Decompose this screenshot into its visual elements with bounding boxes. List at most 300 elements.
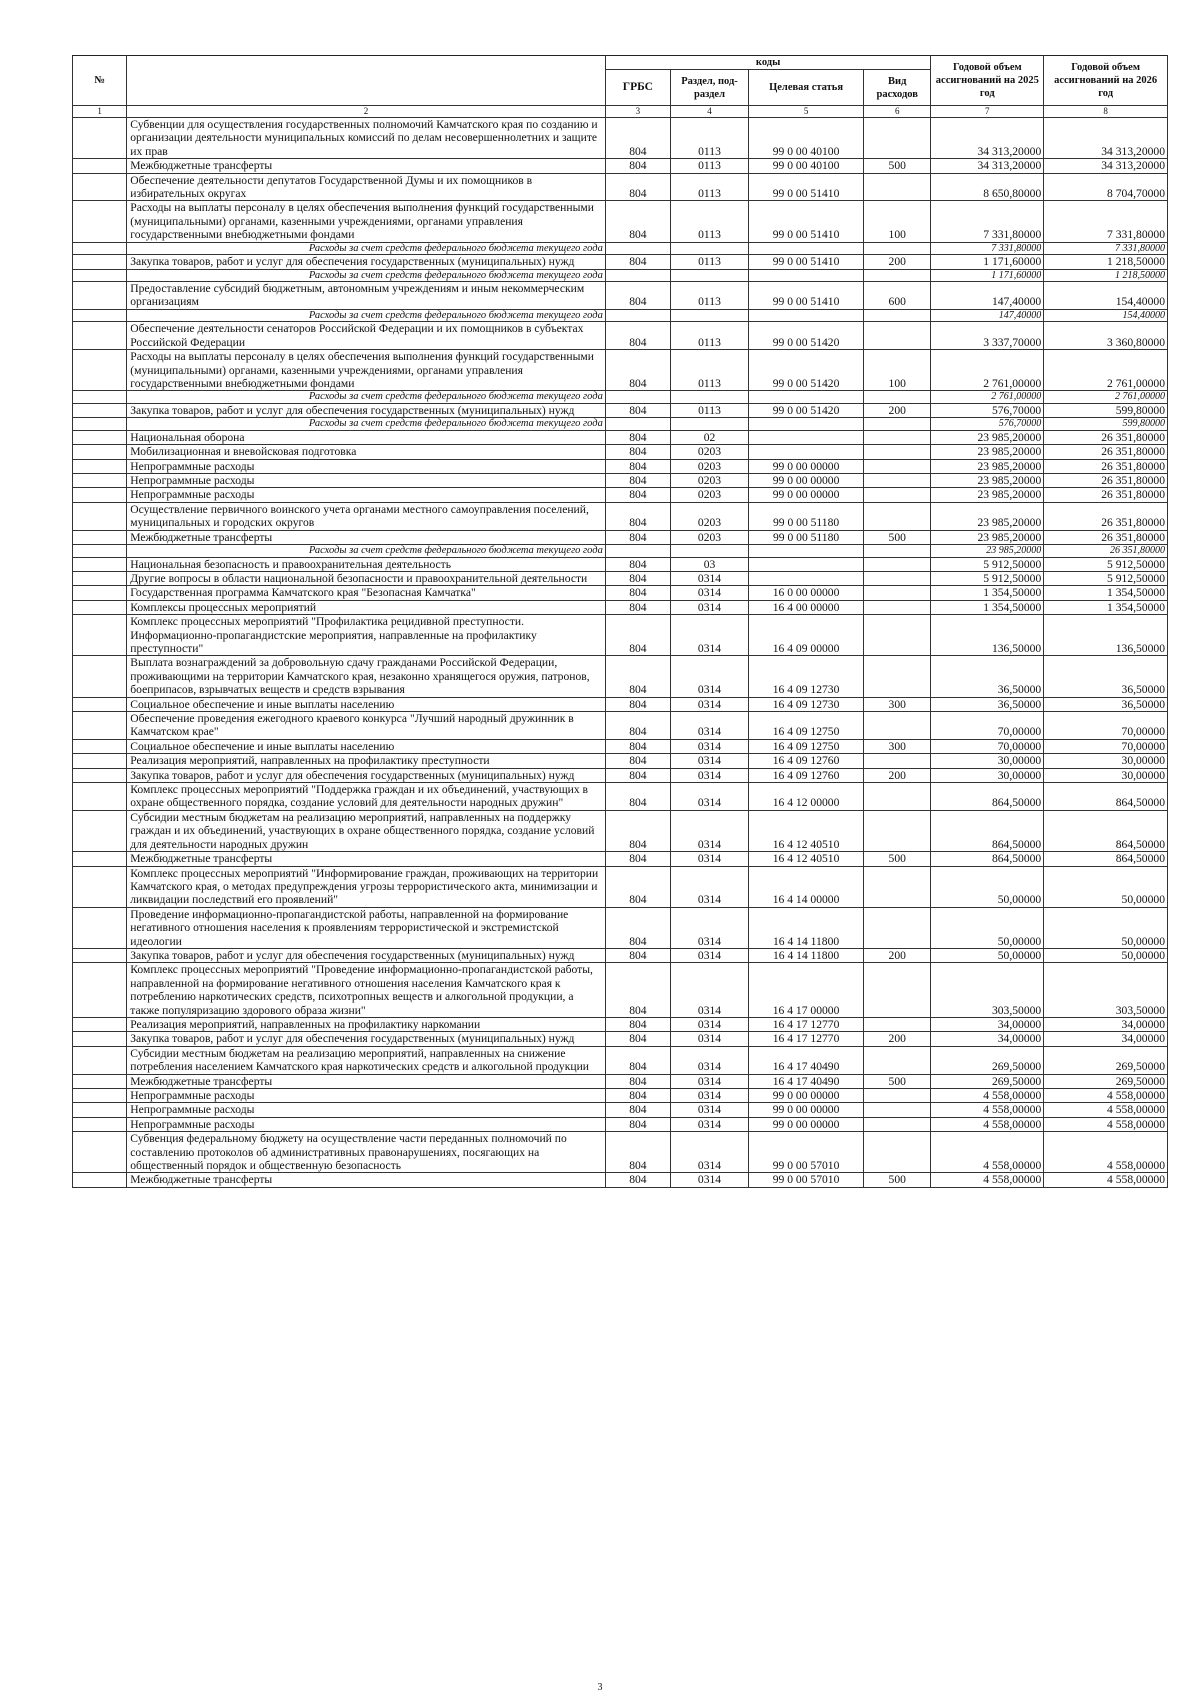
cell-num [73,309,127,322]
cell-name: Межбюджетные трансферты [127,852,606,866]
cell-celevaya-statya: 16 4 09 00000 [749,615,864,656]
cell-amount-2026: 26 351,80000 [1044,488,1168,502]
cell-vid-raskhodov [864,557,931,571]
cell-amount-2025: 4 558,00000 [931,1117,1044,1131]
cell-name: Социальное обеспечение и иные выплаты населению [127,739,606,753]
cell-vid-raskhodov: 100 [864,201,931,242]
cell-num [73,159,127,173]
cell-vid-raskhodov: 500 [864,1173,931,1187]
cell-razdel: 0314 [670,1132,748,1173]
cell-amount-2026: 864,50000 [1044,783,1168,811]
cell-amount-2025: 576,70000 [931,418,1044,431]
table-row [73,459,1168,473]
cell-amount-2025: 34,00000 [931,1017,1044,1031]
cell-grbs: 804 [605,600,670,614]
cell-grbs: 804 [605,697,670,711]
cell-razdel: 0113 [670,159,748,173]
cell-name: Обеспечение проведения ежегодного краевого конкурса "Лучший народный дружинник в Камчатском крае" [127,712,606,740]
cell-vid-raskhodov: 300 [864,697,931,711]
cell-num [73,615,127,656]
table-row-federal-note [73,242,1168,255]
table-row [73,474,1168,488]
cell-celevaya-statya: 99 0 00 57010 [749,1173,864,1187]
column-number: 6 [864,106,931,118]
table-row-federal-note [73,545,1168,558]
cell-grbs: 804 [605,459,670,473]
cell-amount-2026: 864,50000 [1044,810,1168,851]
cell-amount-2025: 864,50000 [931,810,1044,851]
cell-name: Межбюджетные трансферты [127,1074,606,1088]
cell-razdel: 0113 [670,282,748,310]
cell-name: Непрограммные расходы [127,474,606,488]
header-vid: Вид расходов [864,70,931,106]
cell-celevaya-statya: 16 4 17 00000 [749,963,864,1018]
cell-num [73,754,127,768]
cell-celevaya-statya [749,430,864,444]
cell-amount-2025: 1 354,50000 [931,586,1044,600]
header-grbs: ГРБС [605,70,670,106]
cell-celevaya-statya: 99 0 00 00000 [749,1089,864,1103]
cell-celevaya-statya: 99 0 00 57010 [749,1132,864,1173]
cell-vid-raskhodov [864,418,931,431]
table-row [73,586,1168,600]
table-row [73,350,1168,391]
header-codes: коды [605,56,931,70]
cell-razdel: 0314 [670,768,748,782]
table-row-federal-note [73,269,1168,282]
cell-celevaya-statya [749,445,864,459]
cell-grbs [605,242,670,255]
cell-razdel [670,242,748,255]
cell-vid-raskhodov [864,963,931,1018]
cell-razdel: 0314 [670,697,748,711]
cell-grbs: 804 [605,754,670,768]
cell-razdel: 0314 [670,1017,748,1031]
cell-amount-2026: 50,00000 [1044,948,1168,962]
cell-num [73,269,127,282]
cell-razdel: 0203 [670,488,748,502]
cell-celevaya-statya [749,557,864,571]
cell-razdel: 03 [670,557,748,571]
cell-celevaya-statya: 16 4 14 11800 [749,948,864,962]
cell-name: Комплекс процессных мероприятий "Проведение информационно-пропагандистской работы, направленной на формирование негативного отношения населения Камчатского края к потреблению наркотических средств, психотропных веществ и алкогольной продукции, а также популяризацию здорового образа жизни" [127,963,606,1018]
cell-num [73,391,127,404]
cell-vid-raskhodov [864,783,931,811]
cell-razdel: 0113 [670,173,748,201]
column-numbers-row [73,106,1168,118]
cell-amount-2026: 50,00000 [1044,907,1168,948]
cell-name: Расходы на выплаты персоналу в целях обеспечения выполнения функций государственными (муниципальными) органами, казенными учреждениями, органами управления государственными внебюджетными фондами [127,350,606,391]
column-number: 3 [605,106,670,118]
cell-name: Расходы за счет средств федерального бюджета текущего года [127,269,606,282]
header-razdel: Раздел, под-раздел [670,70,748,106]
cell-amount-2025: 4 558,00000 [931,1089,1044,1103]
cell-razdel: 0113 [670,350,748,391]
column-number: 4 [670,106,748,118]
cell-amount-2026: 34,00000 [1044,1017,1168,1031]
cell-amount-2026: 3 360,80000 [1044,322,1168,350]
cell-name: Субвенция федеральному бюджету на осуществление части переданных полномочий по составлению протоколов об административных правонарушениях, посягающих на общественный порядок и общественную безопасность [127,1132,606,1173]
cell-amount-2026: 864,50000 [1044,852,1168,866]
cell-vid-raskhodov: 200 [864,403,931,417]
cell-razdel: 0314 [670,783,748,811]
cell-amount-2026: 4 558,00000 [1044,1173,1168,1187]
table-row [73,430,1168,444]
cell-grbs [605,309,670,322]
cell-celevaya-statya: 99 0 00 00000 [749,1117,864,1131]
cell-amount-2026: 5 912,50000 [1044,571,1168,585]
cell-num [73,1017,127,1031]
cell-razdel [670,269,748,282]
cell-amount-2025: 34 313,20000 [931,159,1044,173]
table-row [73,1074,1168,1088]
cell-name: Непрограммные расходы [127,488,606,502]
cell-celevaya-statya: 16 4 17 12770 [749,1017,864,1031]
cell-name: Межбюджетные трансферты [127,530,606,544]
cell-razdel [670,418,748,431]
cell-num [73,1117,127,1131]
cell-amount-2026: 70,00000 [1044,739,1168,753]
cell-razdel: 0113 [670,255,748,269]
cell-celevaya-statya [749,571,864,585]
cell-razdel: 0314 [670,810,748,851]
table-row [73,783,1168,811]
cell-grbs: 804 [605,255,670,269]
cell-grbs: 804 [605,445,670,459]
cell-vid-raskhodov: 200 [864,255,931,269]
cell-grbs: 804 [605,1103,670,1117]
cell-amount-2025: 50,00000 [931,907,1044,948]
cell-name: Мобилизационная и вневойсковая подготовка [127,445,606,459]
cell-grbs: 804 [605,571,670,585]
cell-celevaya-statya: 16 4 17 40490 [749,1074,864,1088]
cell-amount-2025: 5 912,50000 [931,571,1044,585]
cell-amount-2025: 23 985,20000 [931,502,1044,530]
cell-num [73,173,127,201]
cell-num [73,322,127,350]
cell-num [73,963,127,1018]
cell-vid-raskhodov [864,1046,931,1074]
cell-vid-raskhodov: 500 [864,159,931,173]
cell-grbs: 804 [605,403,670,417]
cell-amount-2025: 269,50000 [931,1074,1044,1088]
cell-razdel [670,545,748,558]
cell-grbs: 804 [605,615,670,656]
cell-razdel: 0314 [670,1173,748,1187]
cell-name: Закупка товаров, работ и услуг для обеспечения государственных (муниципальных) нужд [127,768,606,782]
cell-vid-raskhodov [864,488,931,502]
cell-name: Комплекс процессных мероприятий "Поддержка граждан и их объединений, участвующих в охране общественного порядка, создание условий для деятельности народных дружин" [127,783,606,811]
cell-amount-2025: 2 761,00000 [931,391,1044,404]
cell-amount-2026: 4 558,00000 [1044,1132,1168,1173]
cell-razdel: 0314 [670,1089,748,1103]
table-row-federal-note [73,391,1168,404]
cell-name: Непрограммные расходы [127,459,606,473]
cell-name: Социальное обеспечение и иные выплаты населению [127,697,606,711]
cell-num [73,783,127,811]
cell-vid-raskhodov [864,242,931,255]
table-row [73,502,1168,530]
cell-amount-2026: 26 351,80000 [1044,530,1168,544]
cell-amount-2025: 36,50000 [931,656,1044,697]
cell-amount-2025: 7 331,80000 [931,201,1044,242]
cell-num [73,459,127,473]
cell-celevaya-statya: 16 4 09 12750 [749,739,864,753]
cell-num [73,656,127,697]
cell-razdel: 0314 [670,600,748,614]
cell-name: Закупка товаров, работ и услуг для обеспечения государственных (муниципальных) нужд [127,1032,606,1046]
cell-celevaya-statya: 99 0 00 00000 [749,459,864,473]
cell-num [73,1074,127,1088]
cell-grbs [605,418,670,431]
cell-name: Субсидии местным бюджетам на реализацию мероприятий, направленных на снижение потребления населением Камчатского края наркотических средств и алкогольной продукции [127,1046,606,1074]
table-row [73,963,1168,1018]
budget-table [72,55,1168,1188]
cell-grbs: 804 [605,322,670,350]
cell-amount-2025: 23 985,20000 [931,545,1044,558]
cell-grbs: 804 [605,488,670,502]
cell-grbs: 804 [605,530,670,544]
cell-amount-2026: 303,50000 [1044,963,1168,1018]
cell-grbs: 804 [605,768,670,782]
cell-amount-2026: 26 351,80000 [1044,445,1168,459]
cell-amount-2026: 50,00000 [1044,866,1168,907]
cell-num [73,739,127,753]
cell-amount-2025: 864,50000 [931,783,1044,811]
header-2026: Годовой объем ассигнований на 2026 год [1044,56,1168,106]
cell-grbs: 804 [605,586,670,600]
cell-razdel: 0314 [670,615,748,656]
cell-grbs: 804 [605,502,670,530]
cell-razdel: 0113 [670,118,748,159]
cell-vid-raskhodov [864,322,931,350]
cell-amount-2025: 136,50000 [931,615,1044,656]
cell-num [73,600,127,614]
cell-celevaya-statya: 99 0 00 51410 [749,282,864,310]
cell-name: Закупка товаров, работ и услуг для обеспечения государственных (муниципальных) нужд [127,403,606,417]
cell-grbs: 804 [605,1032,670,1046]
cell-grbs: 804 [605,656,670,697]
cell-celevaya-statya [749,418,864,431]
cell-grbs: 804 [605,1089,670,1103]
cell-amount-2025: 70,00000 [931,739,1044,753]
cell-grbs: 804 [605,201,670,242]
table-row [73,1173,1168,1187]
cell-grbs: 804 [605,557,670,571]
cell-amount-2026: 2 761,00000 [1044,350,1168,391]
cell-num [73,907,127,948]
table-row [73,1132,1168,1173]
cell-celevaya-statya: 16 4 09 12760 [749,768,864,782]
cell-amount-2026: 1 218,50000 [1044,269,1168,282]
cell-amount-2025: 147,40000 [931,282,1044,310]
table-row [73,852,1168,866]
cell-razdel: 0314 [670,586,748,600]
cell-vid-raskhodov [864,430,931,444]
cell-vid-raskhodov [864,269,931,282]
cell-num [73,852,127,866]
cell-vid-raskhodov [864,1017,931,1031]
cell-amount-2025: 50,00000 [931,866,1044,907]
table-row [73,1046,1168,1074]
cell-grbs: 804 [605,1117,670,1131]
cell-vid-raskhodov: 500 [864,1074,931,1088]
cell-vid-raskhodov: 600 [864,282,931,310]
cell-amount-2026: 1 354,50000 [1044,600,1168,614]
cell-amount-2025: 23 985,20000 [931,459,1044,473]
table-row [73,1032,1168,1046]
cell-amount-2025: 23 985,20000 [931,530,1044,544]
cell-celevaya-statya: 16 4 17 12770 [749,1032,864,1046]
table-row-federal-note [73,309,1168,322]
cell-grbs: 804 [605,963,670,1018]
cell-celevaya-statya: 99 0 00 51420 [749,350,864,391]
cell-amount-2025: 36,50000 [931,697,1044,711]
cell-amount-2026: 34 313,20000 [1044,159,1168,173]
cell-celevaya-statya: 16 4 17 40490 [749,1046,864,1074]
cell-name: Непрограммные расходы [127,1117,606,1131]
cell-vid-raskhodov: 500 [864,852,931,866]
cell-razdel: 0314 [670,963,748,1018]
cell-amount-2026: 5 912,50000 [1044,557,1168,571]
cell-grbs: 804 [605,739,670,753]
table-row [73,907,1168,948]
cell-razdel: 0314 [670,907,748,948]
cell-vid-raskhodov [864,656,931,697]
table-row [73,282,1168,310]
cell-amount-2026: 269,50000 [1044,1074,1168,1088]
cell-grbs: 804 [605,474,670,488]
cell-vid-raskhodov [864,1089,931,1103]
cell-celevaya-statya: 16 4 14 11800 [749,907,864,948]
cell-celevaya-statya [749,269,864,282]
table-row [73,768,1168,782]
table-row [73,1017,1168,1031]
cell-num [73,445,127,459]
cell-razdel [670,309,748,322]
cell-amount-2025: 864,50000 [931,852,1044,866]
table-row [73,948,1168,962]
cell-grbs: 804 [605,1132,670,1173]
cell-num [73,810,127,851]
cell-amount-2026: 34,00000 [1044,1032,1168,1046]
cell-name: Реализация мероприятий, направленных на профилактику наркомании [127,1017,606,1031]
cell-num [73,418,127,431]
cell-num [73,201,127,242]
cell-amount-2026: 26 351,80000 [1044,545,1168,558]
cell-name: Комплекс процессных мероприятий "Информирование граждан, проживающих на территории Камчатского края, о методах предупреждения угрозы террористического акта, минимизации и ликвидации последствий его проявлений" [127,866,606,907]
cell-grbs: 804 [605,159,670,173]
cell-amount-2025: 23 985,20000 [931,474,1044,488]
cell-celevaya-statya: 99 0 00 51420 [749,403,864,417]
cell-num [73,282,127,310]
cell-vid-raskhodov: 500 [864,530,931,544]
cell-amount-2025: 23 985,20000 [931,445,1044,459]
table-row [73,445,1168,459]
cell-vid-raskhodov [864,600,931,614]
cell-num [73,545,127,558]
cell-vid-raskhodov [864,1132,931,1173]
cell-num [73,768,127,782]
header-celevaya: Целевая статья [749,70,864,106]
cell-razdel: 0203 [670,502,748,530]
cell-amount-2026: 34 313,20000 [1044,118,1168,159]
cell-vid-raskhodov [864,309,931,322]
cell-amount-2026: 599,80000 [1044,403,1168,417]
cell-grbs [605,545,670,558]
cell-name: Комплекс процессных мероприятий "Профилактика рецидивной преступности. Информационно-пропагандистские мероприятия, направленные на профилактику преступности" [127,615,606,656]
cell-amount-2025: 4 558,00000 [931,1173,1044,1187]
cell-vid-raskhodov [864,810,931,851]
cell-vid-raskhodov [864,545,931,558]
cell-amount-2026: 70,00000 [1044,712,1168,740]
column-number: 5 [749,106,864,118]
cell-celevaya-statya: 99 0 00 51180 [749,530,864,544]
cell-amount-2025: 50,00000 [931,948,1044,962]
cell-vid-raskhodov [864,502,931,530]
column-number: 2 [127,106,606,118]
cell-amount-2025: 4 558,00000 [931,1132,1044,1173]
cell-amount-2026: 7 331,80000 [1044,201,1168,242]
cell-name: Расходы за счет средств федерального бюджета текущего года [127,391,606,404]
cell-vid-raskhodov [864,712,931,740]
cell-name: Государственная программа Камчатского края "Безопасная Камчатка" [127,586,606,600]
cell-name: Расходы за счет средств федерального бюджета текущего года [127,418,606,431]
cell-celevaya-statya: 99 0 00 00000 [749,1103,864,1117]
cell-razdel: 0113 [670,403,748,417]
cell-vid-raskhodov: 300 [864,739,931,753]
cell-vid-raskhodov [864,391,931,404]
cell-celevaya-statya: 99 0 00 00000 [749,488,864,502]
table-row [73,173,1168,201]
cell-amount-2025: 8 650,80000 [931,173,1044,201]
cell-name: Обеспечение деятельности депутатов Государственной Думы и их помощников в избирательных округах [127,173,606,201]
cell-razdel: 0314 [670,739,748,753]
cell-celevaya-statya: 16 4 09 12750 [749,712,864,740]
cell-grbs [605,269,670,282]
cell-amount-2026: 4 558,00000 [1044,1117,1168,1131]
cell-amount-2026: 26 351,80000 [1044,430,1168,444]
table-row [73,712,1168,740]
cell-name: Другие вопросы в области национальной безопасности и правоохранительной деятельности [127,571,606,585]
cell-name: Выплата вознаграждений за добровольную сдачу гражданами Российской Федерации, проживающими на территории Камчатского края, незаконно хранящегося оружия, патронов, боеприпасов, взрывчатых веществ и средств взрывания [127,656,606,697]
cell-amount-2026: 7 331,80000 [1044,242,1168,255]
cell-vid-raskhodov: 100 [864,350,931,391]
cell-num [73,1046,127,1074]
cell-razdel: 0314 [670,712,748,740]
cell-amount-2026: 599,80000 [1044,418,1168,431]
cell-vid-raskhodov [864,1103,931,1117]
cell-name: Субвенции для осуществления государственных полномочий Камчатского края по созданию и организации деятельности муниципальных комиссий по делам несовершеннолетних и защите их прав [127,118,606,159]
cell-name: Реализация мероприятий, направленных на профилактику преступности [127,754,606,768]
cell-razdel: 0314 [670,866,748,907]
table-row [73,754,1168,768]
cell-grbs: 804 [605,282,670,310]
cell-razdel: 0203 [670,530,748,544]
cell-razdel: 0113 [670,322,748,350]
cell-celevaya-statya: 16 4 12 40510 [749,852,864,866]
cell-grbs: 804 [605,1173,670,1187]
cell-num [73,712,127,740]
cell-celevaya-statya: 99 0 00 51420 [749,322,864,350]
cell-amount-2026: 8 704,70000 [1044,173,1168,201]
cell-celevaya-statya: 99 0 00 51410 [749,173,864,201]
cell-amount-2025: 1 171,60000 [931,269,1044,282]
cell-amount-2026: 36,50000 [1044,697,1168,711]
cell-amount-2026: 2 761,00000 [1044,391,1168,404]
table-row [73,201,1168,242]
cell-amount-2025: 147,40000 [931,309,1044,322]
